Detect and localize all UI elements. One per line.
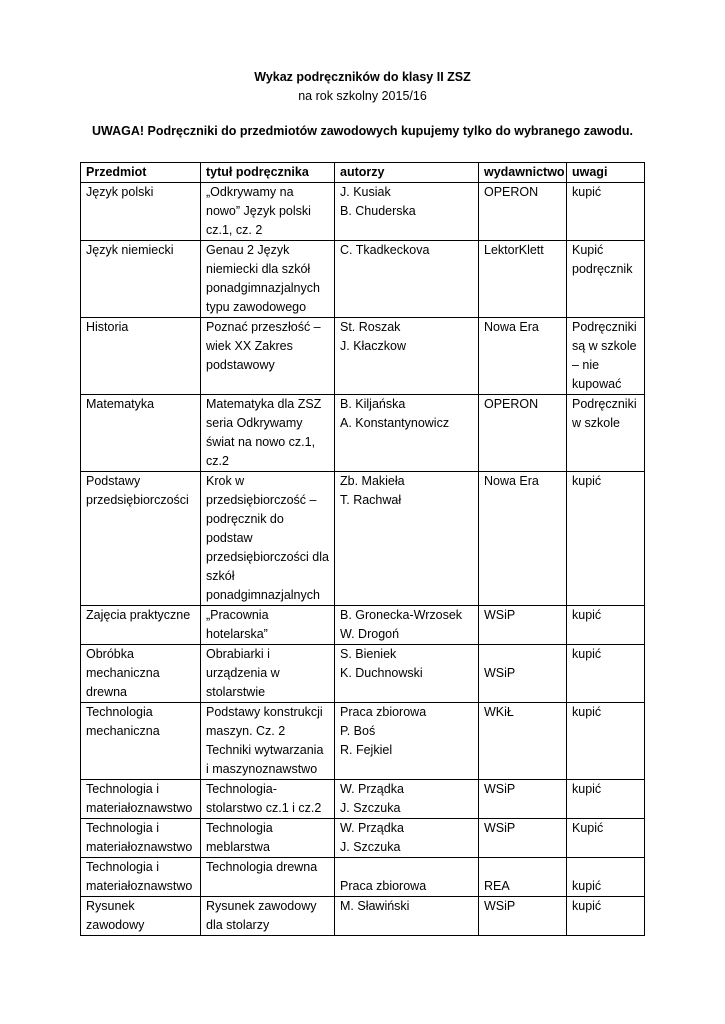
table-row bbox=[81, 897, 645, 936]
publisher-cell-line: OPERON bbox=[484, 397, 539, 411]
authors-cell-line: K. Duchnowski bbox=[340, 666, 423, 680]
table-row bbox=[81, 606, 645, 645]
textbook-title-cell-line: stolarstwo cz.1 i cz.2 bbox=[206, 801, 322, 815]
publisher-cell-line: OPERON bbox=[484, 185, 539, 199]
authors-cell-line: Praca zbiorowa bbox=[340, 879, 427, 893]
notes-cell-line: kupować bbox=[572, 377, 622, 391]
notes-cell-line bbox=[572, 858, 639, 877]
subject-cell-line: mechaniczna bbox=[86, 666, 160, 680]
notes-cell-line: kupić bbox=[572, 705, 602, 719]
authors-cell-line: Zb. Makieła bbox=[340, 474, 405, 488]
publisher-cell-line: Nowa Era bbox=[484, 474, 539, 488]
textbook-title-cell-line: Matematyka dla ZSZ bbox=[206, 397, 322, 411]
textbook-title-cell bbox=[201, 318, 335, 395]
authors-cell-line: W. Drogoń bbox=[340, 627, 400, 641]
authors-cell-line: P. Boś bbox=[340, 724, 376, 738]
document-title: Wykaz podręczników do klasy II ZSZ bbox=[254, 70, 471, 84]
publisher-cell-line: WSiP bbox=[484, 608, 516, 622]
table-body bbox=[81, 183, 645, 936]
authors-cell bbox=[335, 819, 479, 858]
textbook-title-cell bbox=[201, 183, 335, 241]
notes-cell bbox=[567, 472, 645, 606]
subject-cell-line: Technologia i bbox=[86, 860, 159, 874]
publisher-cell-line bbox=[484, 858, 561, 877]
authors-cell-line: J. Kłaczkow bbox=[340, 339, 406, 353]
subject-cell-line: Technologia bbox=[86, 705, 153, 719]
textbook-title-cell-line: Technologia bbox=[206, 821, 273, 835]
authors-cell-line: W. Prządka bbox=[340, 782, 404, 796]
table-row bbox=[81, 472, 645, 606]
subject-cell bbox=[81, 819, 201, 858]
subject-cell-line: przedsiębiorczości bbox=[86, 493, 189, 507]
textbook-title-cell-line: Genau 2 Język bbox=[206, 243, 290, 257]
textbook-title-cell-line: i maszynoznawstwo bbox=[206, 762, 318, 776]
textbook-title-cell-line: „Pracownia bbox=[206, 608, 269, 622]
notes-cell-line: kupić bbox=[572, 647, 602, 661]
publisher-cell-line bbox=[484, 645, 561, 664]
notes-cell bbox=[567, 858, 645, 897]
subject-cell bbox=[81, 703, 201, 780]
textbook-title-cell-line: maszyn. Cz. 2 bbox=[206, 724, 286, 738]
authors-cell-line: B. Gronecka-Wrzosek bbox=[340, 608, 463, 622]
textbook-title-cell-line: szkół bbox=[206, 569, 235, 583]
publisher-cell bbox=[479, 897, 567, 936]
document-subtitle: na rok szkolny 2015/16 bbox=[298, 89, 427, 103]
publisher-cell-line: LektorKlett bbox=[484, 243, 544, 257]
subject-cell bbox=[81, 645, 201, 703]
textbook-title-cell-line: hotelarska” bbox=[206, 627, 268, 641]
subject-cell-line: Obróbka bbox=[86, 647, 134, 661]
textbook-title-cell-line: Podstawy konstrukcji bbox=[206, 705, 323, 719]
authors-cell bbox=[335, 395, 479, 472]
authors-cell-line: B. Kiljańska bbox=[340, 397, 406, 411]
notes-cell-line: Podręczniki bbox=[572, 397, 637, 411]
table-row bbox=[81, 819, 645, 858]
textbook-title-cell-line: stolarstwie bbox=[206, 685, 266, 699]
notes-cell-line: są w szkole bbox=[572, 339, 637, 353]
textbook-title-cell-line: cz.1, cz. 2 bbox=[206, 223, 263, 237]
header-publisher: wydawnictwo bbox=[479, 163, 567, 183]
subject-cell-line: drewna bbox=[86, 685, 127, 699]
authors-cell-line: R. Fejkiel bbox=[340, 743, 393, 757]
notes-cell-line: kupić bbox=[572, 608, 602, 622]
textbook-title-cell-line: Poznać przeszłość – bbox=[206, 320, 321, 334]
textbook-title-cell-line: Technologia drewna bbox=[206, 860, 318, 874]
subject-cell bbox=[81, 241, 201, 318]
publisher-cell-line: REA bbox=[484, 879, 510, 893]
textbook-title-cell-line: ponadgimnazjalnych bbox=[206, 588, 320, 602]
textbook-title-cell-line: cz.2 bbox=[206, 454, 229, 468]
notes-cell bbox=[567, 241, 645, 318]
header-title: tytuł podręcznika bbox=[201, 163, 335, 183]
notes-cell bbox=[567, 703, 645, 780]
notes-cell-line: kupić bbox=[572, 782, 602, 796]
textbook-title-cell bbox=[201, 241, 335, 318]
notes-cell-line: kupić bbox=[572, 185, 602, 199]
subject-cell-line: materiałoznawstwo bbox=[86, 879, 193, 893]
publisher-cell bbox=[479, 858, 567, 897]
publisher-cell bbox=[479, 819, 567, 858]
textbook-title-cell-line: wiek XX Zakres bbox=[206, 339, 293, 353]
authors-cell-line: S. Bieniek bbox=[340, 647, 397, 661]
notes-cell bbox=[567, 183, 645, 241]
notes-cell-line: Kupić bbox=[572, 821, 604, 835]
notes-cell-line: Kupić bbox=[572, 243, 604, 257]
textbook-title-cell bbox=[201, 780, 335, 819]
table-row bbox=[81, 395, 645, 472]
publisher-cell-line: WSiP bbox=[484, 821, 516, 835]
textbook-title-cell bbox=[201, 645, 335, 703]
notes-cell bbox=[567, 318, 645, 395]
table-row bbox=[81, 780, 645, 819]
header-notes: uwagi bbox=[567, 163, 645, 183]
textbook-title-cell-line: niemiecki dla szkół bbox=[206, 262, 311, 276]
subject-cell-line: Język polski bbox=[86, 185, 154, 199]
table-row bbox=[81, 645, 645, 703]
publisher-cell bbox=[479, 318, 567, 395]
textbook-title-cell-line: podręcznik do bbox=[206, 512, 284, 526]
notes-cell-line: Podręczniki bbox=[572, 320, 637, 334]
table-row bbox=[81, 858, 645, 897]
notes-cell bbox=[567, 645, 645, 703]
textbook-title-cell bbox=[201, 395, 335, 472]
textbook-title-cell bbox=[201, 819, 335, 858]
subject-cell bbox=[81, 472, 201, 606]
textbook-title-cell-line: świat na nowo cz.1, bbox=[206, 435, 316, 449]
subject-cell-line: materiałoznawstwo bbox=[86, 840, 193, 854]
textbook-title-cell-line: Rysunek zawodowy bbox=[206, 899, 317, 913]
subject-cell-line: Technologia i bbox=[86, 782, 159, 796]
textbook-title-cell bbox=[201, 606, 335, 645]
subject-cell bbox=[81, 780, 201, 819]
subject-cell-line: Technologia i bbox=[86, 821, 159, 835]
authors-cell bbox=[335, 472, 479, 606]
publisher-cell bbox=[479, 606, 567, 645]
publisher-cell bbox=[479, 183, 567, 241]
notes-cell-line: kupić bbox=[572, 899, 602, 913]
table-row bbox=[81, 183, 645, 241]
publisher-cell-line: WSiP bbox=[484, 899, 516, 913]
notes-cell bbox=[567, 780, 645, 819]
textbook-title-cell-line: Obrabiarki i bbox=[206, 647, 270, 661]
table-row bbox=[81, 241, 645, 318]
notes-cell bbox=[567, 897, 645, 936]
subject-cell bbox=[81, 858, 201, 897]
subject-cell bbox=[81, 395, 201, 472]
subject-cell-line: Historia bbox=[86, 320, 129, 334]
notes-cell bbox=[567, 395, 645, 472]
authors-cell bbox=[335, 318, 479, 395]
publisher-cell-line: WSiP bbox=[484, 666, 516, 680]
subject-cell-line: mechaniczna bbox=[86, 724, 160, 738]
header-subject: Przedmiot bbox=[81, 163, 201, 183]
header-authors: autorzy bbox=[335, 163, 479, 183]
subject-cell-line: Matematyka bbox=[86, 397, 155, 411]
authors-cell bbox=[335, 183, 479, 241]
authors-cell-line: J. Szczuka bbox=[340, 840, 401, 854]
authors-cell-line: Praca zbiorowa bbox=[340, 705, 427, 719]
publisher-cell-line: WKiŁ bbox=[484, 705, 514, 719]
notes-cell bbox=[567, 819, 645, 858]
table-row bbox=[81, 318, 645, 395]
textbook-title-cell-line: Krok w bbox=[206, 474, 245, 488]
publisher-cell-line: Nowa Era bbox=[484, 320, 539, 334]
publisher-cell bbox=[479, 395, 567, 472]
textbook-title-cell bbox=[201, 858, 335, 897]
authors-cell bbox=[335, 858, 479, 897]
subject-cell-line: materiałoznawstwo bbox=[86, 801, 193, 815]
publisher-cell bbox=[479, 703, 567, 780]
authors-cell bbox=[335, 645, 479, 703]
authors-cell bbox=[335, 897, 479, 936]
authors-cell-line: M. Sławiński bbox=[340, 899, 410, 913]
textbook-title-cell-line: nowo” Język polski bbox=[206, 204, 311, 218]
textbook-title-cell-line: Techniki wytwarzania bbox=[206, 743, 324, 757]
notes-cell-line: w szkole bbox=[572, 416, 620, 430]
authors-cell bbox=[335, 606, 479, 645]
notes-cell-line: kupić bbox=[572, 879, 602, 893]
table-header-row bbox=[81, 163, 645, 183]
subject-cell bbox=[81, 183, 201, 241]
authors-cell-line: T. Rachwał bbox=[340, 493, 402, 507]
textbook-title-cell bbox=[201, 703, 335, 780]
authors-cell-line: J. Kusiak bbox=[340, 185, 391, 199]
authors-cell bbox=[335, 780, 479, 819]
notes-cell bbox=[567, 606, 645, 645]
authors-cell-line: B. Chuderska bbox=[340, 204, 416, 218]
textbook-title-cell-line: „Odkrywamy na bbox=[206, 185, 294, 199]
authors-cell-line bbox=[340, 858, 473, 877]
textbook-title-cell-line: przedsiębiorczość – bbox=[206, 493, 317, 507]
warning-note: UWAGA! Podręczniki do przedmiotów zawodowych kupujemy tylko do wybranego zawodu. bbox=[91, 124, 634, 138]
textbook-title-cell-line: meblarstwa bbox=[206, 840, 270, 854]
notes-cell-line: kupić bbox=[572, 474, 602, 488]
subject-cell bbox=[81, 606, 201, 645]
textbook-title-cell-line: ponadgimnazjalnych bbox=[206, 281, 320, 295]
subject-cell bbox=[81, 897, 201, 936]
subject-cell bbox=[81, 318, 201, 395]
textbook-title-cell bbox=[201, 897, 335, 936]
textbook-title-cell-line: przedsiębiorczości dla bbox=[206, 550, 329, 564]
authors-cell bbox=[335, 241, 479, 318]
subject-cell-line: Podstawy bbox=[86, 474, 141, 488]
textbook-title-cell-line: urządzenia w bbox=[206, 666, 280, 680]
textbook-title-cell-line: Technologia- bbox=[206, 782, 277, 796]
textbook-title-cell bbox=[201, 472, 335, 606]
textbook-title-cell-line: podstawowy bbox=[206, 358, 275, 372]
textbook-title-cell-line: seria Odkrywamy bbox=[206, 416, 303, 430]
publisher-cell bbox=[479, 472, 567, 606]
textbook-title-cell-line: podstaw bbox=[206, 531, 253, 545]
textbook-title-cell-line: typu zawodowego bbox=[206, 300, 307, 314]
notes-cell-line: – nie bbox=[572, 358, 600, 372]
publisher-cell bbox=[479, 645, 567, 703]
publisher-cell bbox=[479, 780, 567, 819]
subject-cell-line: Rysunek zawodowy bbox=[86, 899, 145, 932]
authors-cell-line: W. Prządka bbox=[340, 821, 404, 835]
publisher-cell-line: WSiP bbox=[484, 782, 516, 796]
textbook-table bbox=[80, 162, 645, 936]
subject-cell-line: Zajęcia praktyczne bbox=[86, 608, 191, 622]
authors-cell-line: J. Szczuka bbox=[340, 801, 401, 815]
authors-cell-line: A. Konstantynowicz bbox=[340, 416, 450, 430]
textbook-title-cell-line: dla stolarzy bbox=[206, 918, 270, 932]
authors-cell-line: St. Roszak bbox=[340, 320, 401, 334]
subject-cell-line: Język niemiecki bbox=[86, 243, 174, 257]
table-row bbox=[81, 703, 645, 780]
authors-cell-line: C. Tkadkeckova bbox=[340, 243, 430, 257]
authors-cell bbox=[335, 703, 479, 780]
publisher-cell bbox=[479, 241, 567, 318]
notes-cell-line: podręcznik bbox=[572, 262, 633, 276]
